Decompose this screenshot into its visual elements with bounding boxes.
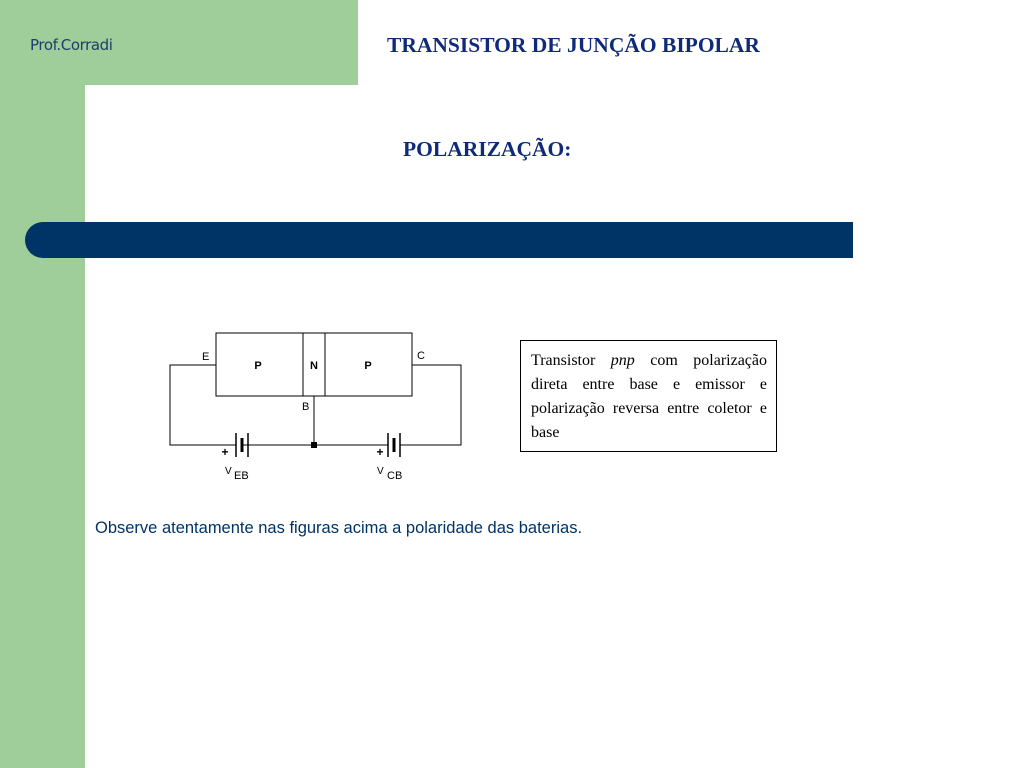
slide-title: TRANSISTOR DE JUNÇÃO BIPOLAR	[387, 33, 760, 57]
author-label: Prof.Corradi	[30, 36, 113, 54]
base-node-dot	[311, 442, 317, 448]
vcb-v-label: V	[377, 466, 384, 477]
vcb-plus-sign: +	[376, 445, 384, 459]
pnp-transistor-circuit-diagram	[160, 325, 470, 490]
collector-label: C	[417, 350, 425, 362]
battery-vcb-icon	[383, 433, 400, 457]
white-rounded-corner	[85, 85, 205, 205]
veb-v-label: V	[225, 466, 232, 477]
base-label: B	[302, 401, 310, 413]
region-p-emitter: P	[254, 360, 262, 372]
region-n-base: N	[310, 360, 318, 372]
description-text: com polarização direta entre base e emissor e polarização reversa entre coletor e base	[531, 352, 767, 441]
veb-subscript: EB	[234, 470, 249, 482]
region-p-collector: P	[364, 360, 372, 372]
vcb-subscript: CB	[387, 470, 403, 482]
navy-divider-bar	[25, 222, 853, 258]
veb-plus-sign: +	[221, 445, 229, 459]
battery-veb-icon	[230, 433, 248, 457]
observation-note: Observe atentamente nas figuras acima a polaridade das baterias.	[95, 519, 583, 537]
description-box	[520, 340, 777, 452]
emitter-label: E	[202, 351, 210, 363]
description-word-transistor: Transistor	[531, 352, 596, 369]
green-side-strip	[0, 0, 85, 768]
slide-subtitle: POLARIZAÇÃO:	[403, 137, 572, 161]
description-pnp: pnp	[610, 352, 635, 369]
